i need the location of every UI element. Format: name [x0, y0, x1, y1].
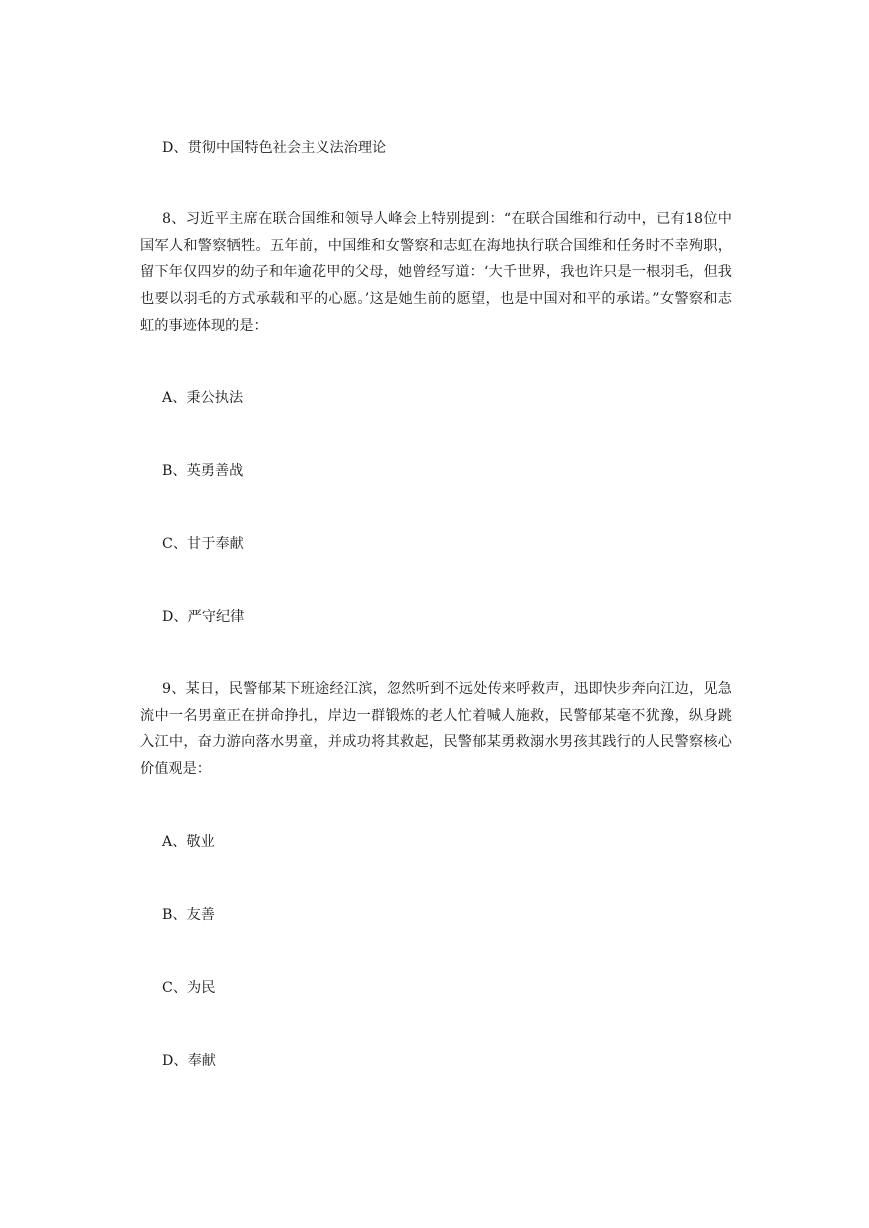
question-9-option-d: D、奉献 — [162, 1053, 216, 1069]
question-9-option-c: C、为民 — [162, 980, 216, 996]
question-9-option-a: A、敬业 — [162, 834, 215, 850]
question-8-option-c: C、甘于奉献 — [162, 536, 244, 552]
question-9-stem: 9、某日，民警郁某下班途经江滨，忽然听到不远处传来呼救声，迅即快步奔向江边，见急流中一名男童正在拼命挣扎，岸边一群锻炼的老人忙着喊人施救，民警郁某毫不犹豫，纵身跳入江中，奋力游向落水男童，并成功将其救起，民警郁某勇救溺水男孩其践行的人民警察核心价值观是： — [140, 681, 732, 778]
question-8-option-d: D、严守纪律 — [162, 609, 245, 625]
option-d-carryover: D、贯彻中国特色社会主义法治理论 — [162, 140, 387, 156]
question-8-option-a: A、秉公执法 — [162, 390, 244, 406]
question-9-option-b: B、友善 — [162, 907, 215, 923]
question-8-option-b: B、英勇善战 — [162, 463, 244, 479]
question-8-stem: 8、习近平主席在联合国维和领导人峰会上特别提到：“在联合国维和行动中，已有18位中国军人和警察牺牲。五年前，中国维和女警察和志虹在海地执行联合国维和任务时不幸殉职，留下年仅四岁的幼子和年逾花甲的父母，她曾经写道：‘大千世界，我也许只是一根羽毛，但我也要以羽毛的方式承载和平的心愿。’这是她生前的愿望，也是中国对和平的承诺。”女警察和志虹的事迹体现的是： — [140, 211, 732, 334]
